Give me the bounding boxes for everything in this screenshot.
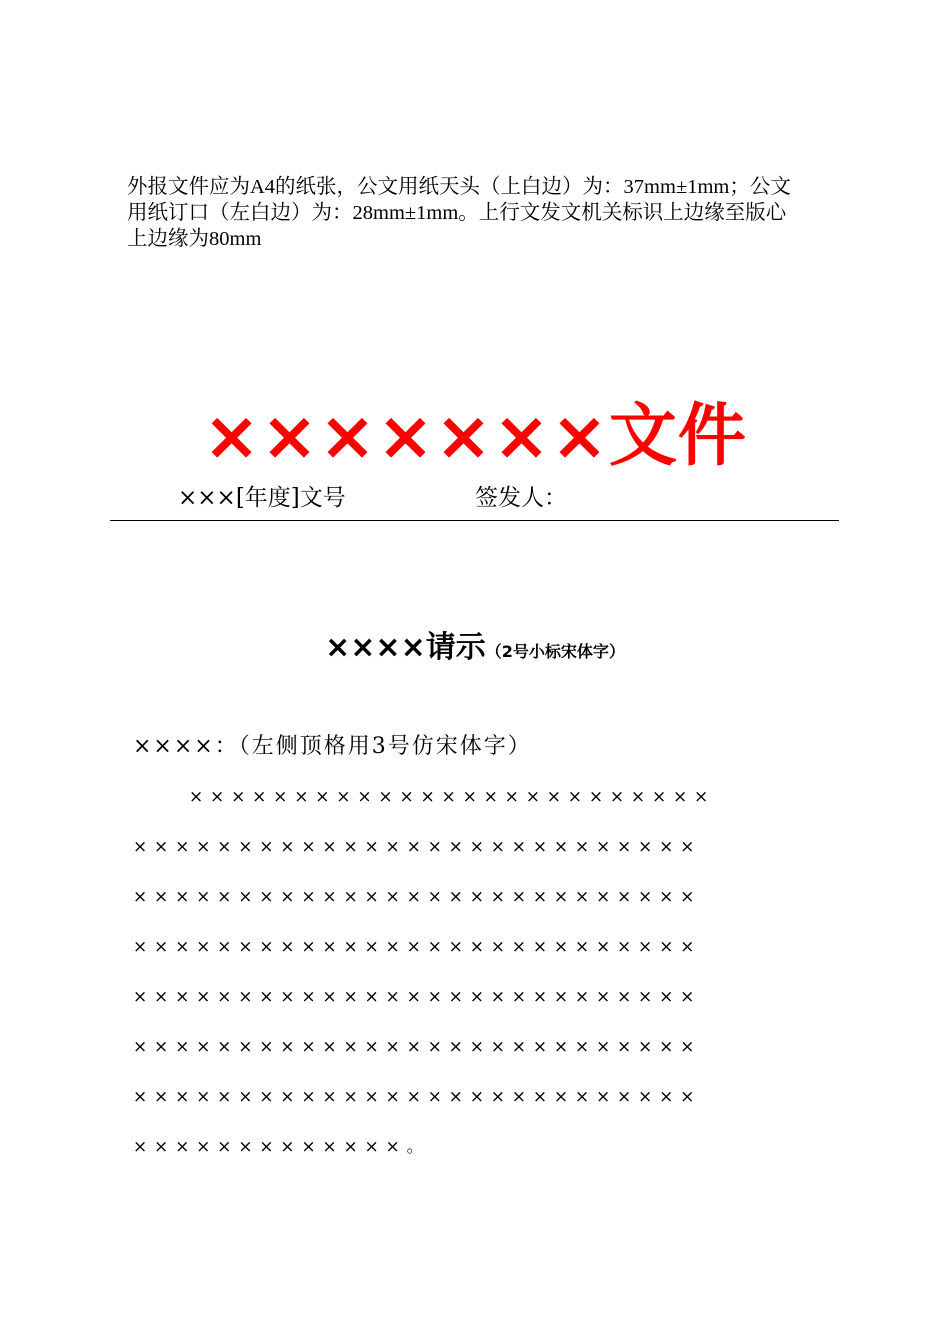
format-note xyxy=(127,174,827,252)
document-title-main: ××××请示 xyxy=(325,630,486,665)
format-note-line-3: 上边缘为80mm xyxy=(127,228,262,250)
document-number: ×××[年度]文号 xyxy=(178,485,346,511)
body-line: ××××××××××××××××××××××××××× xyxy=(133,1037,702,1057)
body-line: ×××××××××××××。 xyxy=(133,1137,431,1157)
body-line: ××××××××××××××××××××××××××× xyxy=(133,987,702,1007)
body-line: ××××××××××××××××××××××××× xyxy=(189,787,716,807)
document-title-note: （2号小标宋体字） xyxy=(485,642,625,661)
format-note-line-1: 外报文件应为A4的纸张，公文用纸天头（上白边）为：37mm±1mm；公文 xyxy=(127,176,791,198)
salutation: ××××：（左侧顶格用3号仿宋体字） xyxy=(133,734,532,759)
body-line: ××××××××××××××××××××××××××× xyxy=(133,937,702,957)
signer-label: 签发人： xyxy=(475,485,567,511)
body-line: ××××××××××××××××××××××××××× xyxy=(133,1087,702,1107)
format-note-line-2: 用纸订口（左白边）为：28mm±1mm。上行文发文机关标识上边缘至版心 xyxy=(127,202,787,224)
document-title xyxy=(0,624,950,676)
body-line: ××××××××××××××××××××××××××× xyxy=(133,887,702,907)
issuing-authority-title: ×××××××文件 xyxy=(203,397,747,476)
body-line: ××××××××××××××××××××××××××× xyxy=(133,837,702,857)
header-divider xyxy=(110,520,839,521)
